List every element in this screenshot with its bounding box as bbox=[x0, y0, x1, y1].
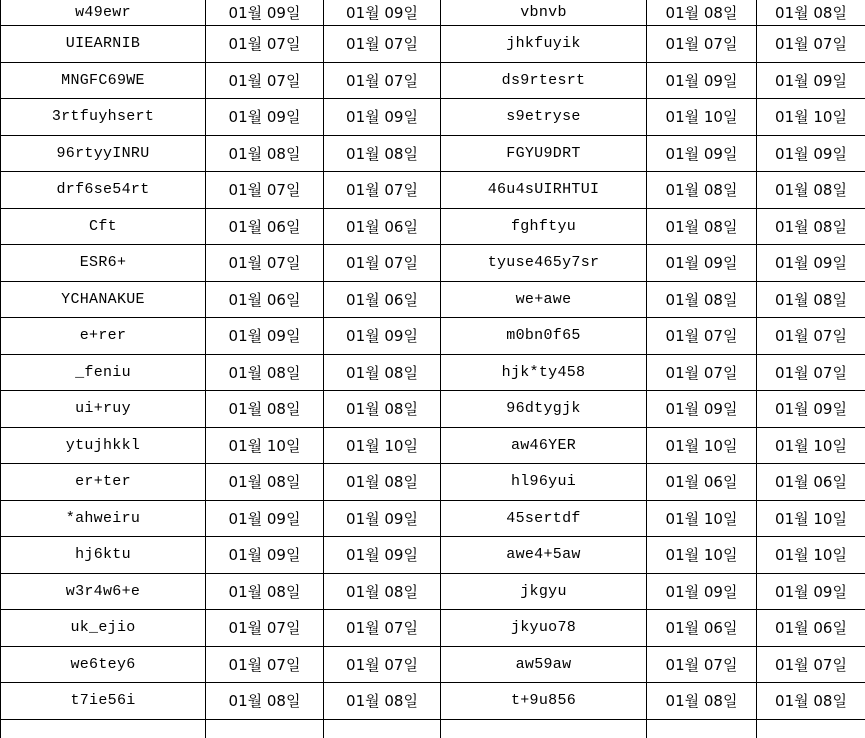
table-cell-date[interactable]: 01월 10일 bbox=[757, 537, 865, 574]
table-row[interactable] bbox=[1, 573, 865, 610]
table-cell-date[interactable]: 01월 10일 bbox=[647, 500, 757, 537]
table-cell-date[interactable]: 01월 06일 bbox=[324, 208, 441, 245]
table-row[interactable] bbox=[1, 245, 865, 282]
table-row[interactable] bbox=[1, 610, 865, 647]
table-cell-date[interactable]: 01월 10일 bbox=[324, 427, 441, 464]
table-cell-date[interactable]: 01월 06일 bbox=[324, 281, 441, 318]
table-cell-date[interactable]: 01월 10일 bbox=[757, 99, 865, 136]
table-row[interactable] bbox=[1, 427, 865, 464]
table-cell-date[interactable]: 01월 08일 bbox=[647, 208, 757, 245]
table-row[interactable] bbox=[1, 208, 865, 245]
table-row[interactable] bbox=[1, 99, 865, 136]
table-cell-date[interactable]: 01월 08일 bbox=[647, 172, 757, 209]
table-row[interactable] bbox=[1, 0, 865, 26]
table-cell-code[interactable]: ui+ruy bbox=[1, 391, 206, 428]
table-cell-code[interactable]: 96dtygjk bbox=[441, 391, 647, 428]
table-cell-date[interactable]: 01월 09일 bbox=[324, 500, 441, 537]
table-cell-date[interactable]: 01월 08일 bbox=[647, 281, 757, 318]
table-cell-code[interactable]: e+rer bbox=[1, 318, 206, 355]
table-cell-date[interactable]: 01월 07일 bbox=[206, 62, 324, 99]
table-cell-code[interactable] bbox=[1, 719, 206, 738]
table-cell-date[interactable]: 01월 08일 bbox=[647, 0, 757, 26]
table-cell-date[interactable]: 01월 10일 bbox=[647, 537, 757, 574]
table-row[interactable] bbox=[1, 537, 865, 574]
table-cell-code[interactable]: vbnvb bbox=[441, 0, 647, 26]
table-row[interactable] bbox=[1, 391, 865, 428]
table-cell-code[interactable]: YCHANAKUE bbox=[1, 281, 206, 318]
table-cell-date[interactable]: 01월 08일 bbox=[324, 391, 441, 428]
table-cell-date[interactable]: 01월 09일 bbox=[206, 500, 324, 537]
table-cell-code[interactable]: FGYU9DRT bbox=[441, 135, 647, 172]
table-cell-date[interactable]: 01월 07일 bbox=[324, 62, 441, 99]
table-cell-date[interactable]: 01월 07일 bbox=[647, 646, 757, 683]
table-cell-date[interactable]: 01월 09일 bbox=[647, 135, 757, 172]
table-cell-date[interactable]: 01월 09일 bbox=[324, 99, 441, 136]
table-row[interactable] bbox=[1, 500, 865, 537]
table-cell-date[interactable]: 01월 08일 bbox=[757, 281, 865, 318]
table-cell-date[interactable]: 01월 09일 bbox=[324, 318, 441, 355]
table-cell-date[interactable]: 01월 09일 bbox=[757, 245, 865, 282]
table-cell-date[interactable]: 01월 07일 bbox=[206, 245, 324, 282]
table-cell-date[interactable]: 01월 07일 bbox=[757, 646, 865, 683]
table-cell-code[interactable]: ds9rtesrt bbox=[441, 62, 647, 99]
table-cell-date[interactable]: 01월 08일 bbox=[647, 683, 757, 720]
table-row[interactable] bbox=[1, 62, 865, 99]
table-cell-code[interactable]: 45sertdf bbox=[441, 500, 647, 537]
table-row[interactable] bbox=[1, 354, 865, 391]
table-cell-date[interactable]: 01월 08일 bbox=[757, 683, 865, 720]
table-cell-date[interactable]: 01월 09일 bbox=[206, 0, 324, 26]
table-row[interactable] bbox=[1, 646, 865, 683]
table-cell-date[interactable]: 01월 08일 bbox=[206, 354, 324, 391]
table-cell-date[interactable]: 01월 09일 bbox=[647, 391, 757, 428]
table-cell-code[interactable]: hj6ktu bbox=[1, 537, 206, 574]
table-cell-code[interactable]: aw46YER bbox=[441, 427, 647, 464]
table-cell-code[interactable]: s9etryse bbox=[441, 99, 647, 136]
table-cell-code[interactable]: uk_ejio bbox=[1, 610, 206, 647]
table-cell-date[interactable]: 01월 07일 bbox=[206, 172, 324, 209]
table-cell-date[interactable]: 01월 07일 bbox=[324, 646, 441, 683]
table-cell-date[interactable]: 01월 08일 bbox=[324, 135, 441, 172]
table-row[interactable] bbox=[1, 172, 865, 209]
table-row[interactable] bbox=[1, 281, 865, 318]
table-cell-date[interactable] bbox=[647, 719, 757, 738]
table-cell-code[interactable]: awe4+5aw bbox=[441, 537, 647, 574]
table-cell-date[interactable]: 01월 10일 bbox=[647, 99, 757, 136]
table-cell-code[interactable]: t+9u856 bbox=[441, 683, 647, 720]
table-cell-code[interactable]: jkgyu bbox=[441, 573, 647, 610]
table-cell-date[interactable]: 01월 09일 bbox=[206, 318, 324, 355]
table-cell-date[interactable]: 01월 08일 bbox=[206, 464, 324, 501]
table-cell-date[interactable]: 01월 10일 bbox=[757, 500, 865, 537]
table-cell-date[interactable]: 01월 06일 bbox=[647, 464, 757, 501]
table-cell-date[interactable]: 01월 08일 bbox=[206, 391, 324, 428]
table-cell-date[interactable]: 01월 08일 bbox=[206, 573, 324, 610]
table-cell-date[interactable]: 01월 06일 bbox=[206, 281, 324, 318]
table-cell-date[interactable]: 01월 08일 bbox=[324, 573, 441, 610]
table-cell-code[interactable]: jkyuo78 bbox=[441, 610, 647, 647]
table-cell-code[interactable]: hl96yui bbox=[441, 464, 647, 501]
table-cell-code[interactable]: drf6se54rt bbox=[1, 172, 206, 209]
table-cell-code[interactable]: w3r4w6+e bbox=[1, 573, 206, 610]
table-cell-code[interactable]: w49ewr bbox=[1, 0, 206, 26]
table-cell-code[interactable]: 46u4sUIRHTUI bbox=[441, 172, 647, 209]
table-cell-date[interactable]: 01월 09일 bbox=[757, 62, 865, 99]
table-cell-code[interactable]: ESR6+ bbox=[1, 245, 206, 282]
table-cell-date[interactable]: 01월 08일 bbox=[206, 135, 324, 172]
table-cell-code[interactable] bbox=[441, 719, 647, 738]
table-cell-date[interactable]: 01월 07일 bbox=[757, 26, 865, 63]
table-cell-code[interactable]: t7ie56i bbox=[1, 683, 206, 720]
table-cell-code[interactable]: we6tey6 bbox=[1, 646, 206, 683]
table-cell-code[interactable]: tyuse465y7sr bbox=[441, 245, 647, 282]
table-cell-code[interactable]: Cft bbox=[1, 208, 206, 245]
table-cell-date[interactable]: 01월 10일 bbox=[757, 427, 865, 464]
table-cell-date[interactable]: 01월 09일 bbox=[757, 135, 865, 172]
table-cell-date[interactable]: 01월 09일 bbox=[324, 0, 441, 26]
table-cell-date[interactable] bbox=[757, 719, 865, 738]
table-cell-code[interactable]: ytujhkkl bbox=[1, 427, 206, 464]
table-cell-date[interactable]: 01월 09일 bbox=[206, 99, 324, 136]
table-cell-date[interactable]: 01월 08일 bbox=[757, 0, 865, 26]
table-cell-code[interactable]: we+awe bbox=[441, 281, 647, 318]
table-cell-date[interactable]: 01월 07일 bbox=[206, 646, 324, 683]
table-row[interactable] bbox=[1, 719, 865, 738]
table-row[interactable] bbox=[1, 26, 865, 63]
table-cell-code[interactable]: 3rtfuyhsert bbox=[1, 99, 206, 136]
table-cell-code[interactable]: UIEARNIB bbox=[1, 26, 206, 63]
table-row[interactable] bbox=[1, 464, 865, 501]
table-cell-date[interactable]: 01월 08일 bbox=[757, 172, 865, 209]
table-cell-date[interactable]: 01월 07일 bbox=[647, 26, 757, 63]
table-cell-date[interactable]: 01월 08일 bbox=[206, 683, 324, 720]
table-cell-date[interactable]: 01월 07일 bbox=[324, 172, 441, 209]
table-body bbox=[1, 0, 865, 738]
table-cell-date[interactable]: 01월 09일 bbox=[647, 245, 757, 282]
table-cell-date[interactable]: 01월 09일 bbox=[757, 391, 865, 428]
table-cell-date[interactable]: 01월 09일 bbox=[757, 573, 865, 610]
table-cell-code[interactable]: aw59aw bbox=[441, 646, 647, 683]
table-cell-code[interactable]: fghftyu bbox=[441, 208, 647, 245]
table-cell-date[interactable]: 01월 09일 bbox=[647, 573, 757, 610]
table-cell-code[interactable]: er+ter bbox=[1, 464, 206, 501]
table-cell-code[interactable]: m0bn0f65 bbox=[441, 318, 647, 355]
table-row[interactable] bbox=[1, 683, 865, 720]
table-cell-code[interactable]: jhkfuyik bbox=[441, 26, 647, 63]
table-cell-date[interactable]: 01월 06일 bbox=[206, 208, 324, 245]
table-cell-date[interactable]: 01월 07일 bbox=[324, 245, 441, 282]
table-cell-date[interactable]: 01월 07일 bbox=[757, 354, 865, 391]
table-cell-date[interactable]: 01월 06일 bbox=[757, 610, 865, 647]
table-cell-date[interactable]: 01월 08일 bbox=[324, 683, 441, 720]
table-cell-date[interactable] bbox=[206, 719, 324, 738]
table-cell-code[interactable]: 96rtyyINRU bbox=[1, 135, 206, 172]
table-cell-code[interactable]: *ahweiru bbox=[1, 500, 206, 537]
table-cell-date[interactable]: 01월 06일 bbox=[647, 610, 757, 647]
table-cell-date[interactable]: 01월 08일 bbox=[757, 208, 865, 245]
table-cell-date[interactable]: 01월 07일 bbox=[324, 26, 441, 63]
table-row[interactable] bbox=[1, 318, 865, 355]
table-cell-date[interactable]: 01월 09일 bbox=[324, 537, 441, 574]
table-cell-date[interactable]: 01월 07일 bbox=[647, 318, 757, 355]
table-cell-date[interactable]: 01월 06일 bbox=[757, 464, 865, 501]
table-cell-date[interactable]: 01월 08일 bbox=[324, 464, 441, 501]
table-cell-date[interactable]: 01월 07일 bbox=[324, 610, 441, 647]
table-cell-date[interactable]: 01월 10일 bbox=[206, 427, 324, 464]
table-cell-date[interactable]: 01월 07일 bbox=[757, 318, 865, 355]
table-cell-date[interactable]: 01월 09일 bbox=[647, 62, 757, 99]
table-cell-date[interactable] bbox=[324, 719, 441, 738]
table-row[interactable] bbox=[1, 135, 865, 172]
table-cell-date[interactable]: 01월 10일 bbox=[647, 427, 757, 464]
table-cell-date[interactable]: 01월 08일 bbox=[324, 354, 441, 391]
table-cell-code[interactable]: MNGFC69WE bbox=[1, 62, 206, 99]
table-cell-code[interactable]: _feniu bbox=[1, 354, 206, 391]
table-cell-code[interactable]: hjk*ty458 bbox=[441, 354, 647, 391]
table-cell-date[interactable]: 01월 07일 bbox=[206, 26, 324, 63]
table-cell-date[interactable]: 01월 07일 bbox=[206, 610, 324, 647]
table-cell-date[interactable]: 01월 07일 bbox=[647, 354, 757, 391]
table-cell-date[interactable]: 01월 09일 bbox=[206, 537, 324, 574]
